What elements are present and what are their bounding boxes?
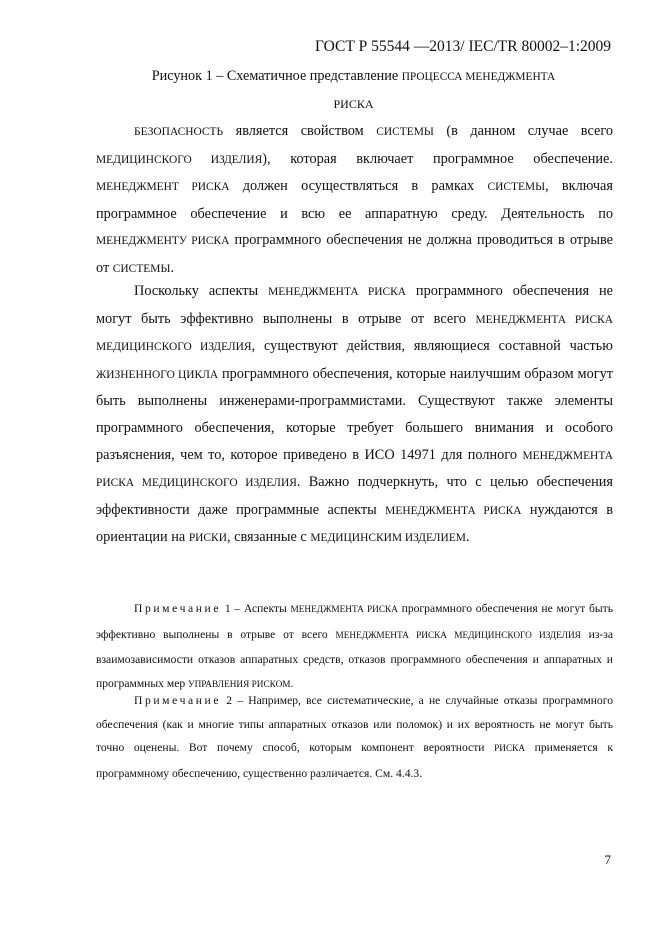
defined-term: СИСТЕМЫ bbox=[487, 181, 546, 194]
text-run: Поскольку аспекты bbox=[134, 283, 269, 299]
page-number: 7 bbox=[604, 852, 611, 867]
text-run: , включая программное обеспечение и всю ее аппаратную среду. Деятельность по bbox=[96, 178, 613, 222]
defined-term: СИСТЕМЫ bbox=[376, 126, 434, 138]
note-1 bbox=[96, 597, 613, 697]
figure-caption-line2: РИСКА bbox=[333, 97, 374, 111]
defined-term: МЕНЕДЖМЕНТУ РИСКА bbox=[96, 235, 230, 248]
text-run: . Важно подчеркнуть, что с целью обеспечения эффективности даже программные аспекты bbox=[96, 474, 613, 518]
defined-term: МЕНЕДЖМЕНТА РИСКА МЕДИЦИНСКОГО ИЗДЕЛИЯ bbox=[96, 313, 614, 354]
defined-term: РИСКА bbox=[494, 744, 526, 755]
paragraph-safety bbox=[96, 118, 613, 283]
caption-text: Рисунок 1 – Схематичное представление bbox=[151, 68, 402, 84]
text-run: ), которая включает программное обеспечение. bbox=[262, 150, 613, 167]
text-run: 2 – Например, все систематические, а не случайные отказы программного обеспечения (как и многие типы аппаратных отказов или поломок) и их вероятность не могут быть точно оценены. Вот почему способ, которым компонент вероятности bbox=[96, 694, 613, 755]
note-label: Примечание bbox=[134, 694, 222, 707]
text-run: (в данном случае всего bbox=[433, 123, 613, 139]
defined-term: БЕЗОПАСНОСТЬ bbox=[134, 126, 224, 138]
figure-caption-line1 bbox=[96, 68, 611, 85]
defined-term: МЕДИЦИНСКИМ ИЗДЕЛИЕМ bbox=[310, 532, 466, 545]
defined-term: МЕНЕДЖМЕНТА РИСКА МЕДИЦИНСКОГО ИЗДЕЛИЯ bbox=[96, 449, 613, 490]
defined-term: СИСТЕМЫ bbox=[112, 262, 171, 275]
defined-term: УПРАВЛЕНИЯ РИСКОМ bbox=[188, 679, 291, 690]
text-run: должен осуществляться в рамках bbox=[229, 178, 488, 195]
text-run: 1 – Аспекты bbox=[221, 602, 291, 615]
defined-term: МЕНЕДЖМЕНТА РИСКА bbox=[385, 504, 522, 517]
defined-term: ЖИЗНЕННОГО ЦИКЛА bbox=[96, 368, 219, 381]
note-label: Примечание bbox=[134, 602, 222, 615]
text-run: является свойством bbox=[223, 123, 377, 139]
text-run: программного обеспечения не могут быть эффективно выполнены в отрыве от всего bbox=[96, 283, 613, 327]
text-run: , существуют действия, являющиеся составной частью bbox=[251, 338, 613, 355]
standard-header: ГОСТ Р 55544 —2013/ IEC/TR 80002–1:2009 bbox=[315, 38, 611, 55]
text-run: программного обеспечения не должна проводиться в отрыве от bbox=[96, 232, 613, 276]
note-2 bbox=[96, 689, 613, 785]
text-run: применяется к программному обеспечению, существенно различается. См. 4.4.3. bbox=[96, 741, 613, 780]
text-run: . bbox=[290, 676, 294, 690]
defined-term: МЕНЕДЖМЕНТА РИСКА bbox=[268, 286, 406, 298]
text-run: , связанные с bbox=[226, 529, 311, 546]
text-run: из-за взаимозависимости отказов аппаратных средств, отказов программного обеспечения и аппаратных и программных мер bbox=[96, 627, 613, 690]
text-run: нуждаются в ориентации на bbox=[96, 501, 613, 546]
defined-term: МЕНЕДЖМЕНТ РИСКА bbox=[96, 181, 230, 194]
text-run: . bbox=[170, 259, 175, 276]
defined-term: МЕНЕДЖМЕНТА РИСКА МЕДИЦИНСКОГО ИЗДЕЛИЯ bbox=[335, 630, 581, 641]
defined-term: РИСКИ bbox=[188, 532, 227, 545]
text-run: программного обеспечения не могут быть эффективно выполнены в отрыве от всего bbox=[96, 602, 613, 641]
defined-term: МЕДИЦИНСКОГО ИЗДЕЛИЯ bbox=[96, 153, 263, 166]
caption-term: ПРОЦЕССА МЕНЕДЖМЕНТА bbox=[401, 71, 556, 83]
text-run: . bbox=[465, 529, 470, 546]
defined-term: МЕНЕДЖМЕНТА РИСКА bbox=[290, 605, 398, 615]
paragraph-risk-management bbox=[96, 278, 613, 552]
text-run: программного обеспечения, которые наилучшим образом могут быть выполнены инженерами-программистами. Существуют также элементы программного обеспечения, которые требует большего внимания и особого разъяснения, чем то, которое приведено в ИСО 14971 для полного bbox=[96, 365, 613, 463]
